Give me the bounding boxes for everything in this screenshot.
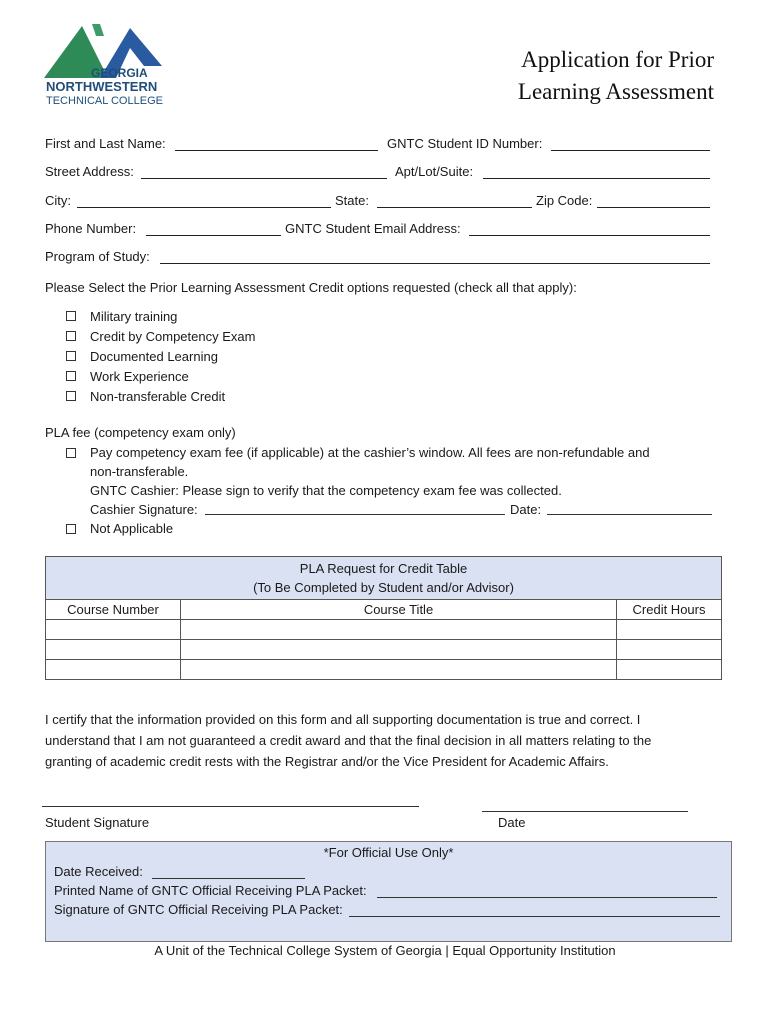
city-label: City: (45, 193, 71, 208)
option-competency-exam[interactable]: Credit by Competency Exam (66, 326, 255, 346)
logo-line2: NORTHWESTERN (46, 79, 158, 94)
printed-name-label: Printed Name of GNTC Official Receiving PLA Packet: (54, 883, 367, 898)
student-date-field[interactable] (482, 811, 688, 812)
certification-text: I certify that the information provided on this form and all supporting documentation is true and correct. I understand that I am not guaranteed a credit award and that the final decision in all matters relating to the granting of academic credit rests with the Registrar and/or the Vice President for Academic Affairs. (45, 712, 652, 769)
row-street (45, 164, 710, 182)
cashier-signature-field[interactable] (205, 514, 505, 515)
program-label: Program of Study: (45, 249, 150, 264)
college-logo (44, 20, 174, 114)
cashier-note: GNTC Cashier: Please sign to verify that the competency exam fee was collected. (90, 483, 562, 498)
col-course-number: Course Number (46, 600, 181, 620)
checkbox[interactable] (66, 371, 76, 381)
table-row (46, 660, 722, 680)
official-use-box (45, 841, 732, 942)
printed-name-field[interactable] (377, 897, 717, 898)
student-signature-field[interactable] (42, 806, 419, 807)
option-non-transferable[interactable]: Non-transferable Credit (66, 386, 255, 406)
student-signature-label: Student Signature (45, 815, 150, 830)
checkbox[interactable] (66, 331, 76, 341)
checkbox[interactable] (66, 448, 76, 458)
logo-line3: TECHNICAL COLLEGE (46, 95, 163, 107)
program-field[interactable] (160, 263, 710, 264)
checkbox[interactable] (66, 391, 76, 401)
fee-section (66, 443, 650, 538)
official-signature-field[interactable] (349, 916, 720, 917)
checkbox[interactable] (66, 351, 76, 361)
table-title: PLA Request for Credit Table (To Be Completed by Student and/or Advisor) (46, 557, 722, 600)
fee-pay-option[interactable]: Pay competency exam fee (if applicable) at the cashier’s window. All fees are non-refundable and (66, 443, 650, 462)
state-label: State: (335, 193, 369, 208)
cashier-date-field[interactable] (547, 514, 712, 515)
zip-field[interactable] (597, 207, 710, 208)
student-date-label: Date (498, 815, 526, 830)
phone-field[interactable] (146, 235, 281, 236)
cashier-signature-label: Cashier Signature: (90, 502, 198, 517)
option-military[interactable]: Military training (66, 306, 255, 326)
logo-line1: GEORGIA (91, 66, 148, 80)
first-last-name-field[interactable] (175, 150, 378, 151)
checkbox[interactable] (66, 311, 76, 321)
row-program (45, 249, 710, 267)
street-label: Street Address: (45, 164, 134, 179)
col-credit-hours: Credit Hours (617, 600, 722, 620)
official-signature-label: Signature of GNTC Official Receiving PLA Packet: (54, 902, 343, 917)
fee-not-applicable-option[interactable]: Not Applicable (66, 519, 650, 538)
state-field[interactable] (377, 207, 532, 208)
apt-label: Apt/Lot/Suite: (395, 164, 474, 179)
city-field[interactable] (77, 207, 331, 208)
page-title: Application for Prior Learning Assessment (517, 47, 714, 104)
checkbox[interactable] (66, 524, 76, 534)
footer: A Unit of the Technical College System of Georgia | Equal Opportunity Institution (154, 943, 616, 958)
date-received-field[interactable] (152, 878, 305, 879)
col-course-title: Course Title (181, 600, 617, 620)
fee-heading: PLA fee (competency exam only) (45, 425, 236, 440)
phone-label: Phone Number: (45, 221, 137, 236)
email-field[interactable] (469, 235, 710, 236)
row-city (45, 193, 710, 211)
table-row (46, 620, 722, 640)
options-prompt: Please Select the Prior Learning Assessment Credit options requested (check all that apply): (45, 280, 577, 295)
options-checklist (66, 306, 255, 406)
email-label: GNTC Student Email Address: (285, 221, 461, 236)
street-field[interactable] (141, 178, 387, 179)
option-documented-learning[interactable]: Documented Learning (66, 346, 255, 366)
cashier-signature-row (66, 500, 650, 519)
fee-pay-line2: non-transferable. (90, 464, 189, 479)
option-work-experience[interactable]: Work Experience (66, 366, 255, 386)
apt-field[interactable] (483, 178, 710, 179)
official-heading: *For Official Use Only* (323, 845, 454, 860)
first-last-name-label: First and Last Name: (45, 136, 166, 151)
student-id-label: GNTC Student ID Number: (387, 136, 543, 151)
zip-label: Zip Code: (536, 193, 593, 208)
table-row (46, 640, 722, 660)
row-name-id (45, 136, 710, 154)
pla-request-table (45, 556, 722, 680)
student-id-field[interactable] (551, 150, 710, 151)
cashier-date-label: Date: (510, 502, 542, 517)
row-phone-email (45, 221, 710, 239)
date-received-label: Date Received: (54, 864, 143, 879)
